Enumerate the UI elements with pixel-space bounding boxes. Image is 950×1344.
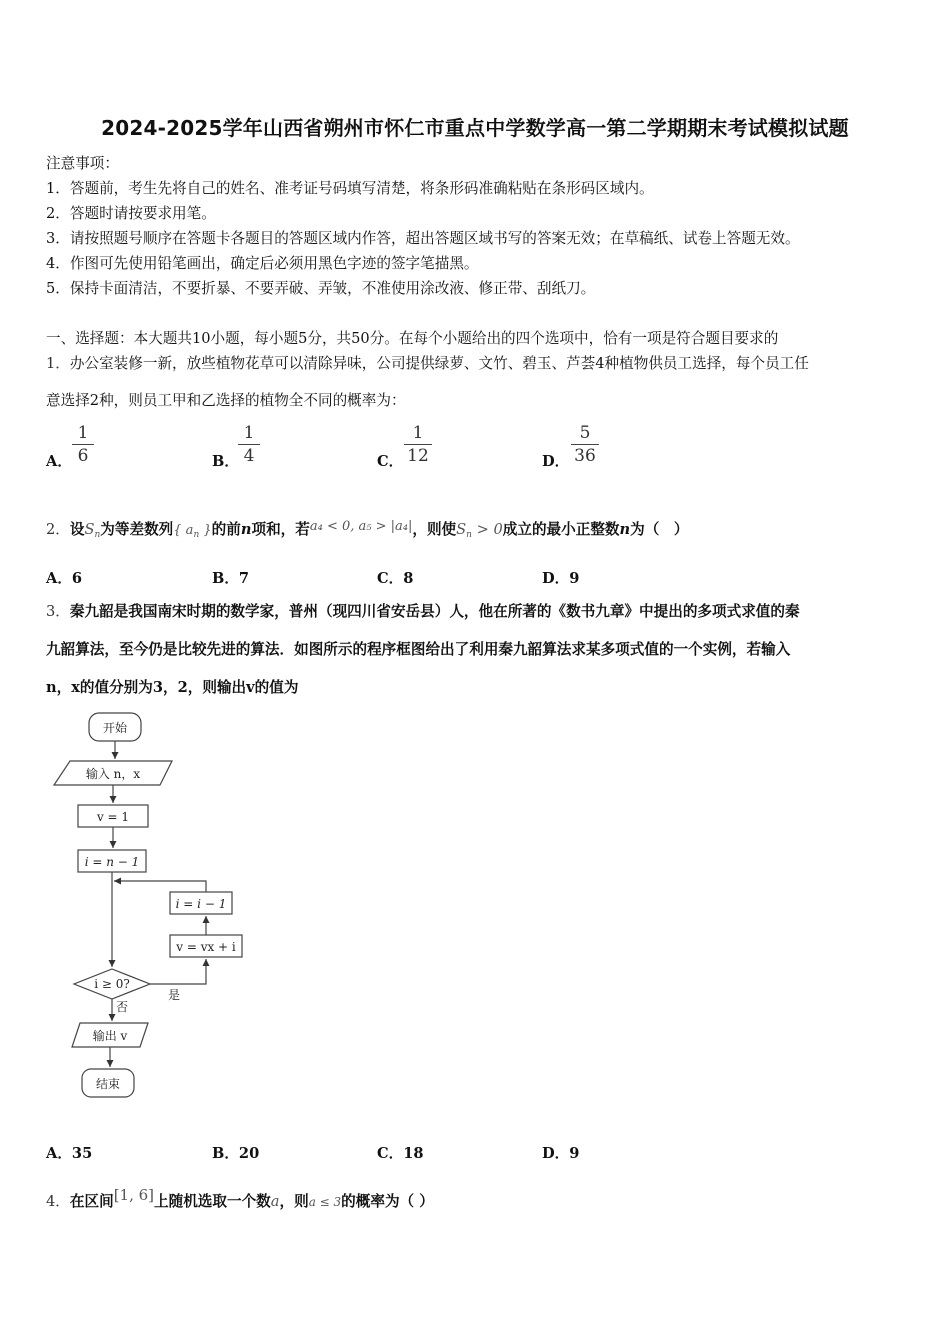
flow-v-update-text: v = vx + i [176, 940, 236, 954]
q2-option-c: C．8 [377, 570, 414, 587]
notice-item-4: 4．作图可先使用铅笔画出，确定后必须用黑色字迹的签字笔描黑。 [46, 255, 479, 272]
q2-option-d: D．9 [542, 570, 580, 587]
flow-start-text: 开始 [102, 721, 128, 735]
q1-option-d-label: D． [542, 453, 570, 470]
flow-cond-text: i ≥ 0? [94, 977, 130, 991]
flow-input-text: 输入 n，x [85, 767, 141, 781]
question-3-line-3: n，x的值分别为3，2，则输出v的值为 [46, 679, 299, 696]
notice-item-2: 2．答题时请按要求用笔。 [46, 205, 216, 222]
question-1-line-1: 1．办公室装修一新，放些植物花草可以清除异味，公司提供绿萝、文竹、碧玉、芦荟4种植物供员工选择，每个员工任 [46, 355, 809, 372]
notice-heading: 注意事项： [46, 155, 119, 172]
q1-option-c-label: C． [377, 453, 404, 470]
q1-option-a-label: A． [46, 453, 72, 470]
question-2-text: 2．设$S_n$为等差数列{ $a_n$ }的前n项和，若a₄ < 0, a₅ > |a₄|，则使$S_n > 0$成立的最小正整数n为（ ） [46, 519, 689, 540]
q1-option-d-fraction: 5 36 [571, 423, 599, 466]
q2-option-b: B．7 [212, 570, 250, 587]
question-3-line-2: 九韶算法，至今仍是比较先进的算法．如图所示的程序框图给出了利用秦九韶算法求某多项式值的一个实例，若输入 [46, 641, 791, 658]
section-heading: 一、选择题：本大题共10小题，每小题5分，共50分。在每个小题给出的四个选项中，恰有一项是符合题目要求的 [46, 330, 779, 347]
notice-item-1: 1．答题前，考生先将自己的姓名、准考证号码填写清楚，将条形码准确粘贴在条形码区域内。 [46, 180, 654, 197]
q3-option-b: B．20 [212, 1145, 260, 1162]
flow-i-dec-text: i = i − 1 [175, 897, 227, 911]
q2-option-a: A．6 [46, 570, 83, 587]
q1-option-b-label: B． [212, 453, 239, 470]
flow-end-text: 结束 [95, 1077, 121, 1091]
q1-option-c-fraction: 1 12 [404, 423, 432, 466]
question-1-number: 1． [46, 355, 70, 372]
flow-yes-label: 是 [168, 988, 181, 1002]
q3-option-d: D．9 [542, 1145, 580, 1162]
flow-v-init-text: v = 1 [96, 810, 130, 824]
question-3-line-1: 3．秦九韶是我国南宋时期的数学家，普州（现四川省安岳县）人，他在所著的《数书九章》中提出的多项式求值的秦 [46, 603, 800, 620]
question-4-text: 4．在区间[1, 6]上随机选取一个数a，则a ≤ 3的概率为（ ） [46, 1186, 434, 1210]
q1-option-b-fraction: 1 4 [238, 423, 260, 466]
question-1-line-2: 意选择2种，则员工甲和乙选择的植物全不同的概率为： [46, 392, 406, 409]
notice-item-3: 3．请按照题号顺序在答题卡各题目的答题区域内作答，超出答题区域书写的答案无效；在草稿纸、试卷上答题无效。 [46, 230, 800, 247]
q1-option-a-fraction: 1 6 [72, 423, 94, 466]
notice-item-5: 5．保持卡面清洁，不要折暴、不要弄破、弄皱，不准使用涂改液、修正带、刮纸刀。 [46, 280, 596, 297]
flow-no-label: 否 [116, 1000, 129, 1014]
flowchart [40, 705, 260, 1105]
q3-option-a: A．35 [46, 1145, 93, 1162]
flow-output-text: 输出 v [92, 1029, 128, 1043]
page-title: 2024-2025学年山西省朔州市怀仁市重点中学数学高一第二学期期末考试模拟试题 [101, 116, 849, 140]
q3-option-c: C．18 [377, 1145, 424, 1162]
flow-i-init-text: i = n − 1 [84, 855, 140, 869]
